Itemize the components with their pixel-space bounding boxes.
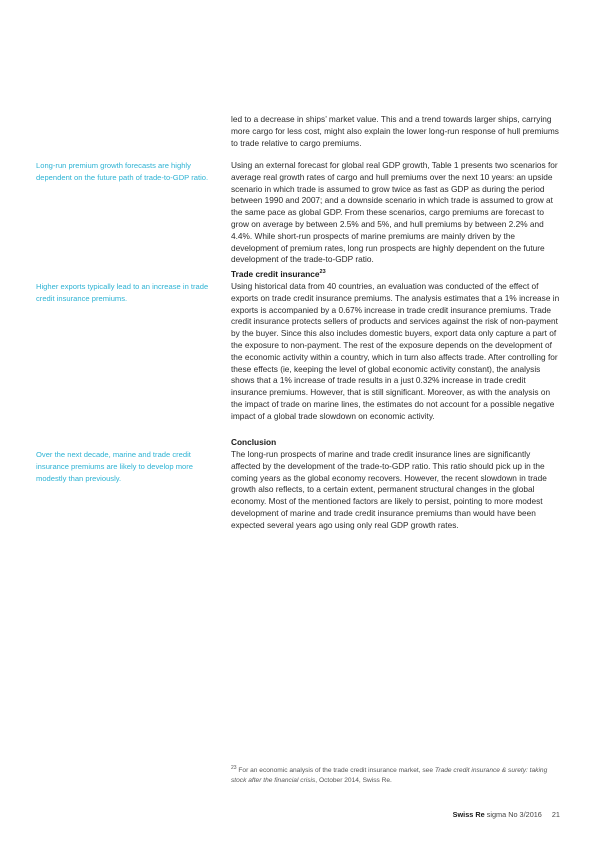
body-scenarios-paragraph: Using an external forecast for global real GDP growth, Table 1 presents two scenarios for average real growth rates of cargo and hull premiums over the next 10 years: an upside scenario in which trade is assumed to grow twice as fast as GDP as during the period between 1990 and 2007; and a downside scenario in which trade is assumed to grow at the same pace as global GDP. From these scenarios, cargo premiums are forecast to grow on average by between 2.5% and 5%, and hull premiums by between 2.2% and 4.4%. While short-run prospects of marine premiums are mainly driven by the development of premium rates, long run prospects are highly dependent on the future development of the trade-to-GDP ratio.	[231, 160, 558, 265]
footer-brand: Swiss Re	[452, 810, 485, 819]
footnote	[231, 764, 561, 786]
heading-text: Trade credit insurance	[231, 269, 320, 279]
page-number: 21	[551, 810, 560, 819]
heading-conclusion: Conclusion	[231, 437, 277, 447]
heading-trade-credit-insurance	[231, 269, 561, 281]
sidenote-next-decade: Over the next decade, marine and trade credit insurance premiums are likely to develop more modestly than previously.	[36, 450, 194, 483]
footnote-text-before: For an economic analysis of the trade credit insurance market, see	[238, 767, 435, 774]
body-conclusion-paragraph: The long-run prospects of marine and trade credit insurance lines are significantly affected by the development of the trade-to-GDP ratio. This ratio should pick up in the coming years as the global economy recovers. However, the recent slowdown in trade growth also reflects, to a certain extent, permanent structural changes in the global economy. Most of the mentioned factors are likely to persist, pointing to more modest development of marine and trade credit insurance premiums than would have been expected several years ago using only real GDP growth rates.	[231, 449, 547, 530]
intro-paragraph: led to a decrease in ships’ market value. This and a trend towards larger ships, carrying more cargo for less cost, might also explain the lower long-run response of hull premiums to trade relative to cargo premiums.	[231, 114, 559, 148]
footnote-ref[interactable]: 23	[319, 269, 326, 275]
footer-publication: sigma No 3/2016	[486, 810, 542, 819]
sidenote-higher-exports: Higher exports typically lead to an increase in trade credit insurance premiums.	[36, 282, 209, 303]
footnote-number: 23	[231, 765, 237, 771]
page-footer	[453, 810, 560, 819]
sidenote-long-run-forecasts: Long-run premium growth forecasts are highly dependent on the future path of trade-to-GDP ratio.	[36, 161, 209, 182]
footnote-title: Trade credit insurance & surety: taking stock after the financial crisis	[231, 767, 548, 784]
footnote-text-after: , October 2014, Swiss Re.	[315, 776, 392, 784]
body-trade-credit-paragraph: Using historical data from 40 countries, an evaluation was conducted of the effect of exports on trade credit insurance premiums. The analysis estimates that a 1% increase in exports is accompanied by a 0.67% increase in trade credit insurance premiums. Trade credit insurance protects sellers of products and services against the risk of non-payment by the buyer. Since this also includes domestic buyers, export data only capture a part of the exposure to non-payment. The rest of the exposure depends on the development of the economic activity within a country, which in turn also affects trade. After controlling for these effects (ie, keeping the level of global economic activity constant), the analysis shows that a 1% increase of trade results in a just 0.32% increase in trade credit insurance premiums. However, that is still significant. Moreover, as with the analysis on the impact of trade on marine lines, the estimates do not account for a possible negative impact of a global trade slowdown on economic activity.	[231, 281, 560, 421]
